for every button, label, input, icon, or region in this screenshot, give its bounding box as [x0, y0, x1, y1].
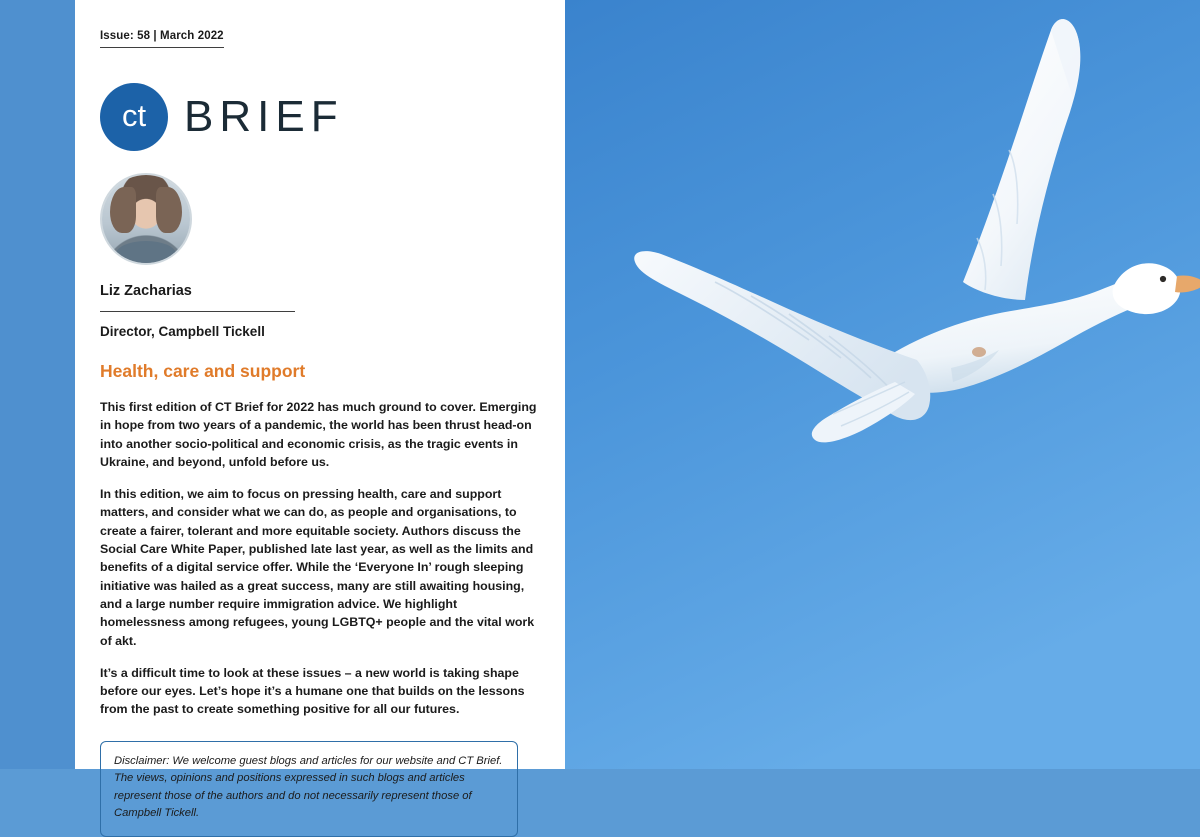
paragraph-3: It’s a difficult time to look at these issues – a new world is taking shape before our eyes. Let’s hope it’s a humane one that builds on the lessons from the past to create something positive for all our futures.	[100, 665, 525, 717]
avatar-hair-left	[110, 187, 136, 233]
ct-logo-wordmark: BRIEF	[184, 92, 344, 141]
paragraph-1: This first edition of CT Brief for 2022 has much ground to cover. Emerging in hope from two years of a pandemic, the world has been thrust head-on into another socio-political and economic crisis, as the tragic events in Ukraine, and beyond, unfold before us.	[100, 400, 537, 469]
ct-logo-mark: ct	[100, 83, 168, 151]
avatar	[100, 173, 192, 265]
article-body	[100, 398, 540, 719]
author-name: Liz Zacharias	[100, 283, 295, 312]
cover-photo	[565, 0, 1200, 769]
issue-label: Issue: 58 | March 2022	[100, 30, 224, 48]
avatar-collar	[116, 241, 176, 265]
page-title: Health, care and support	[100, 361, 306, 381]
ct-brief-logo	[100, 83, 540, 151]
paragraph-2: In this edition, we aim to focus on pressing health, care and support matters, and consider what we can do, as people and organisations, to create a fairer, tolerant and more equitable society. Authors discuss the Social Care White Paper, published late last year, as well as the limits and benefits of a digital service offer. While the ‘Everyone In’ rough sleeping initiative was hailed as a great success, many are still awaiting housing, and a large number require immigration advice. We highlight homelessness among refugees, young LGBTQ+ people and the vital work of akt.	[100, 487, 535, 648]
avatar-hair-right	[156, 187, 182, 233]
author-role: Director, Campbell Tickell	[100, 324, 265, 339]
article-content	[100, 0, 540, 820]
left-margin-strip	[0, 0, 75, 769]
disclaimer-box	[100, 741, 518, 837]
disclaimer-text: Disclaimer: We welcome guest blogs and articles for our website and CT Brief. The views, opinions and positions expressed in such blogs and articles represent those of the authors and do not necessarily represent those of Campbell Tickell.	[114, 754, 503, 820]
dove-illustration	[565, 0, 1200, 769]
